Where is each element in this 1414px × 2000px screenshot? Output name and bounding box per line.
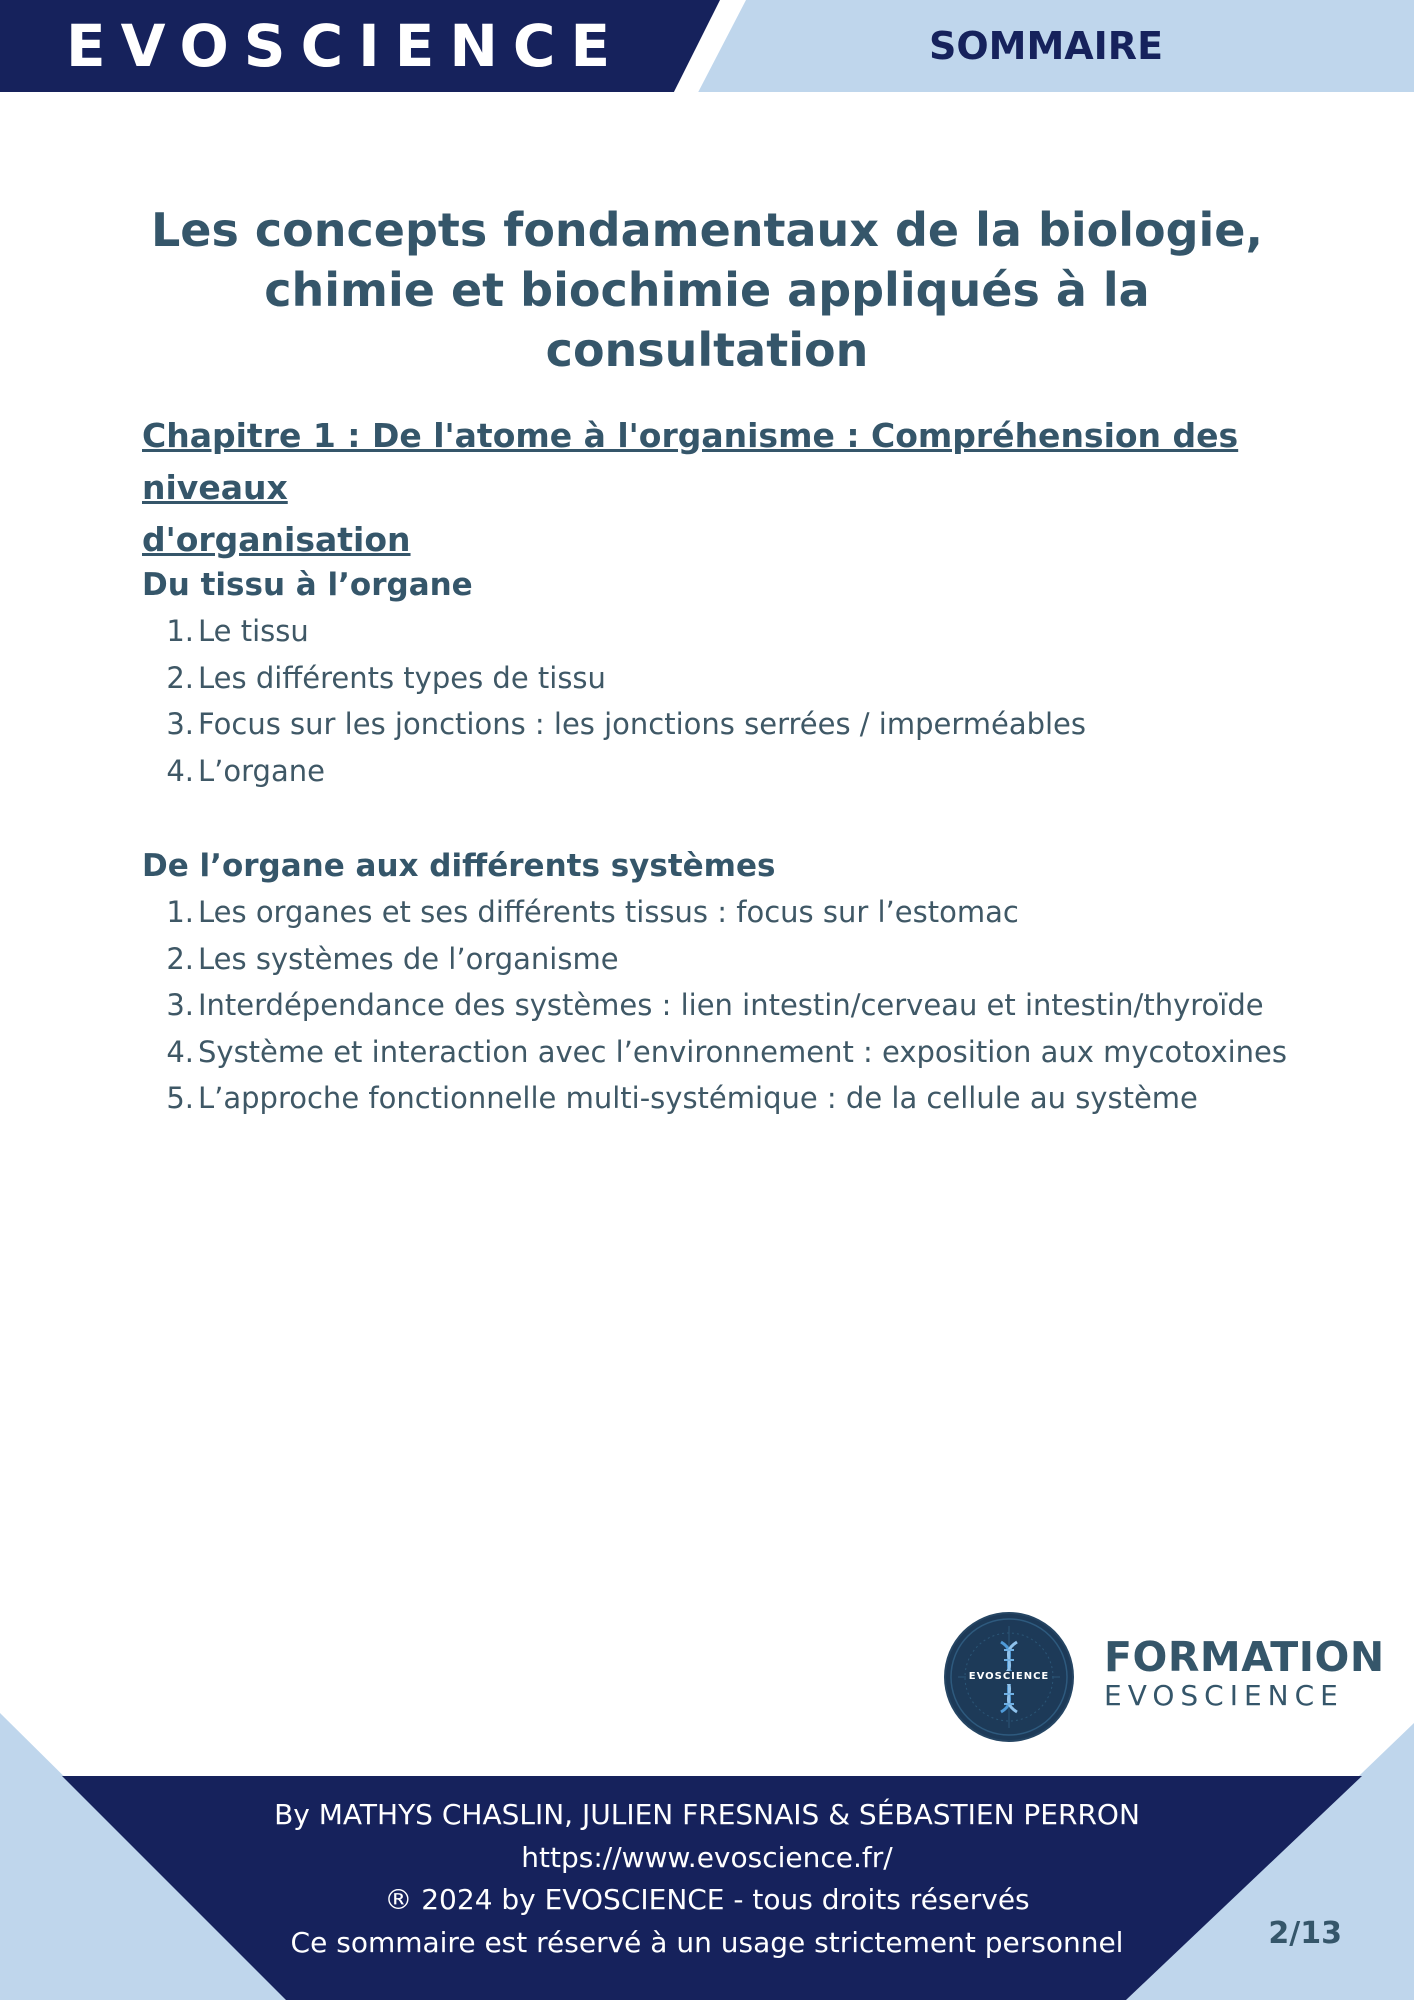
item-number: 3. [166, 707, 194, 741]
item-text: Système et interaction avec l’environnement : exposition aux mycotoxines [198, 1034, 1288, 1069]
item-number: 5. [166, 1081, 194, 1115]
item-text: Les organes et ses différents tissus : focus sur l’estomac [198, 895, 1019, 929]
item-text: Le tissu [198, 614, 309, 648]
document-title-line-2: chimie et biochimie appliqués à la consultation [264, 263, 1150, 377]
item-number: 3. [166, 988, 194, 1022]
toc-item [142, 748, 1342, 795]
item-text: Focus sur les jonctions : les jonctions serrées / imperméables [198, 707, 1087, 741]
section-title: SOMMAIRE [928, 24, 1164, 68]
section-heading: De l’organe aux différents systèmes [142, 848, 776, 884]
logo-formation-text: FORMATION [1104, 1633, 1385, 1681]
page-number: 2/13 [1268, 1916, 1342, 1951]
dna-badge-logo-icon [946, 1614, 1072, 1740]
section-heading: Du tissu à l’organe [142, 567, 473, 603]
item-text: L’organe [198, 753, 325, 788]
toc-item [142, 1075, 1342, 1122]
page-header [0, 0, 1414, 92]
footer-text [250, 1794, 1164, 1964]
toc-item [142, 1029, 1342, 1076]
brand-logo-text: EVOSCIENCE [66, 12, 626, 80]
item-number: 2. [166, 660, 194, 695]
toc-section [142, 843, 1342, 1122]
item-number: 4. [166, 753, 194, 788]
logo-evoscience-text: EVOSCIENCE [1104, 1679, 1344, 1712]
toc-item [142, 889, 1342, 936]
item-text: Les différents types de tissu [198, 660, 606, 695]
item-number: 1. [166, 614, 194, 648]
toc-item [142, 701, 1342, 748]
toc-item [142, 936, 1342, 983]
chapter-heading [142, 410, 1302, 566]
chapter-heading-line-1: Chapitre 1 : De l'atome à l'organisme : Compréhension des niveaux [142, 416, 1239, 507]
chapter-heading-line-2: d'organisation [142, 520, 411, 559]
item-text: Interdépendance des systèmes : lien intestin/cerveau et intestin/thyroïde [198, 988, 1264, 1022]
badge-text: EVOSCIENCE [968, 1671, 1050, 1682]
item-text: L’approche fonctionnelle multi-systémique : de la cellule au système [198, 1081, 1198, 1115]
document-title-line-1: Les concepts fondamentaux de la biologie, [151, 203, 1263, 257]
item-number: 4. [166, 1034, 194, 1069]
footer-copyright: ® 2024 by EVOSCIENCE - tous droits réservés [384, 1883, 1030, 1916]
toc-item [142, 655, 1342, 702]
toc-section [142, 562, 1342, 794]
item-number: 1. [166, 895, 194, 929]
toc-list [142, 608, 1342, 794]
document-title [100, 200, 1314, 380]
footer-notice: Ce sommaire est réservé à un usage strictement personnel [290, 1925, 1124, 1959]
item-number: 2. [166, 941, 194, 976]
footer-url-link[interactable]: https://www.evoscience.fr/ [521, 1840, 893, 1874]
toc-item [142, 608, 1342, 655]
item-text: Les systèmes de l’organisme [198, 941, 619, 976]
footer-authors: By MATHYS CHASLIN, JULIEN FRESNAIS & SÉBASTIEN PERRON [274, 1798, 1140, 1831]
toc-item [142, 982, 1342, 1029]
toc-list [142, 889, 1342, 1122]
